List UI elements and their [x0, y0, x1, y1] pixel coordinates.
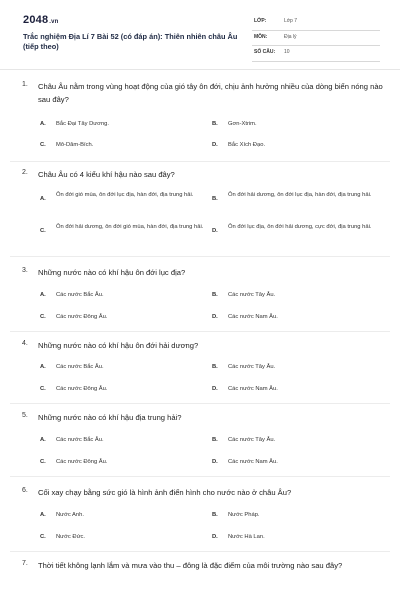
option-letter: D. [212, 386, 218, 392]
option-letter: C. [40, 386, 46, 392]
option-text: Bắc Đại Tây Dương. [56, 121, 110, 127]
divider [10, 403, 390, 404]
option-text: Các nước Bắc Âu. [56, 292, 104, 298]
option-letter: A. [40, 196, 46, 202]
question-number: 6. [22, 487, 28, 494]
option-text: Gơn-Xtrim. [228, 121, 257, 127]
meta-value: Địa lý [284, 33, 297, 40]
option-text: Ôn đới hải dương, ôn đới gió mùa, hàn đới, địa trung hải. [56, 224, 204, 230]
option-text: Các nước Đông Âu. [56, 314, 108, 320]
option-letter: D. [212, 228, 218, 234]
question-number: 5. [22, 412, 28, 419]
option-text: Các nước Bắc Âu. [56, 364, 104, 370]
divider [10, 551, 390, 552]
option-text: Mô-Dăm-Bích. [56, 142, 94, 148]
option-letter: C. [40, 228, 46, 234]
meta-value: Lớp 7 [284, 18, 298, 24]
option-letter: B. [212, 512, 218, 518]
option-letter: B. [212, 437, 218, 443]
option-text: Các nước Tây Âu. [228, 437, 276, 443]
option-text: Các nước Tây Âu. [228, 292, 276, 298]
question-number: 4. [22, 340, 28, 347]
option-letter: D. [212, 142, 218, 148]
site-logo[interactable]: 2048.vn [23, 14, 59, 26]
option-text: Ôn đới lục địa, ôn đới hải dương, cực đới, địa trung hải. [228, 224, 372, 230]
divider [10, 476, 390, 477]
option-letter: A. [40, 292, 46, 298]
option-text: Nước Anh. [56, 512, 84, 518]
meta-label: MÔN: [254, 33, 268, 40]
option-text: Các nước Tây Âu. [228, 364, 276, 370]
option-letter: B. [212, 196, 218, 202]
document-header [0, 0, 400, 66]
document-title: Trắc nghiệm Địa Lí 7 Bài 52 (có đáp án): Thiên nhiên châu Âu (tiếp theo) [23, 32, 238, 51]
option-letter: D. [212, 534, 218, 540]
option-letter: C. [40, 459, 46, 465]
option-letter: A. [40, 437, 46, 443]
option-text: Nước Hà Lan. [228, 534, 265, 540]
option-text: Ôn đới hải dương, ôn đới lục địa, hàn đới, địa trung hải. [228, 192, 372, 198]
option-text: Nước Đức. [56, 534, 85, 540]
option-letter: A. [40, 121, 46, 127]
question-text: Những nước nào có khí hậu địa trung hải? [38, 413, 182, 422]
option-text: Ôn đới gió mùa, ôn đới lục địa, hàn đới, địa trung hải. [56, 192, 194, 198]
option-text: Các nước Nam Âu. [228, 386, 278, 392]
meta-value: 10 [284, 49, 290, 55]
option-letter: B. [212, 364, 218, 370]
option-text: Bắc Xích Đạo. [228, 142, 266, 148]
option-letter: B. [212, 292, 218, 298]
meta-label: LỚP: [254, 18, 267, 24]
option-letter: A. [40, 364, 46, 370]
meta-row-class [252, 15, 380, 31]
option-text: Các nước Nam Âu. [228, 314, 278, 320]
divider [10, 256, 390, 257]
option-text: Các nước Đông Âu. [56, 386, 108, 392]
question-number: 7. [22, 560, 28, 567]
meta-label: SỐ CÂU: [254, 49, 276, 55]
question-text: Những nước nào có khí hậu ôn đới lục địa? [38, 268, 186, 277]
option-text: Các nước Đông Âu. [56, 459, 108, 465]
divider [10, 161, 390, 162]
option-letter: B. [212, 121, 218, 127]
option-text: Các nước Nam Âu. [228, 459, 278, 465]
option-letter: C. [40, 142, 46, 148]
option-text: Các nước Bắc Âu. [56, 437, 104, 443]
question-text: Thời tiết không lạnh lắm và mưa vào thu – đông là đặc điểm của môi trường nào sau đây? [38, 561, 343, 570]
question-text: Cối xay chạy bằng sức gió là hình ảnh điển hình cho nước nào ở châu Âu? [38, 488, 292, 497]
option-text: Nước Pháp. [228, 512, 260, 518]
option-letter: C. [40, 534, 46, 540]
question-text: Những nước nào có khí hậu ôn đới hải dương? [38, 341, 199, 350]
question-number: 2. [22, 169, 28, 176]
meta-row-subject [252, 31, 380, 47]
meta-info-box [252, 15, 380, 62]
question-text: Châu Âu nằm trong vùng hoạt động của gió tây ôn đới, chịu ảnh hưởng nhiều của dòng biển nóng nào sau đây? [38, 82, 383, 104]
option-letter: D. [212, 459, 218, 465]
option-letter: D. [212, 314, 218, 320]
question-text: Châu Âu có 4 kiểu khí hậu nào sau đây? [38, 170, 175, 179]
option-letter: C. [40, 314, 46, 320]
question-number: 3. [22, 267, 28, 274]
divider [0, 69, 400, 70]
divider [10, 331, 390, 332]
option-letter: A. [40, 512, 46, 518]
meta-row-count [252, 46, 380, 62]
question-number: 1. [22, 81, 28, 88]
